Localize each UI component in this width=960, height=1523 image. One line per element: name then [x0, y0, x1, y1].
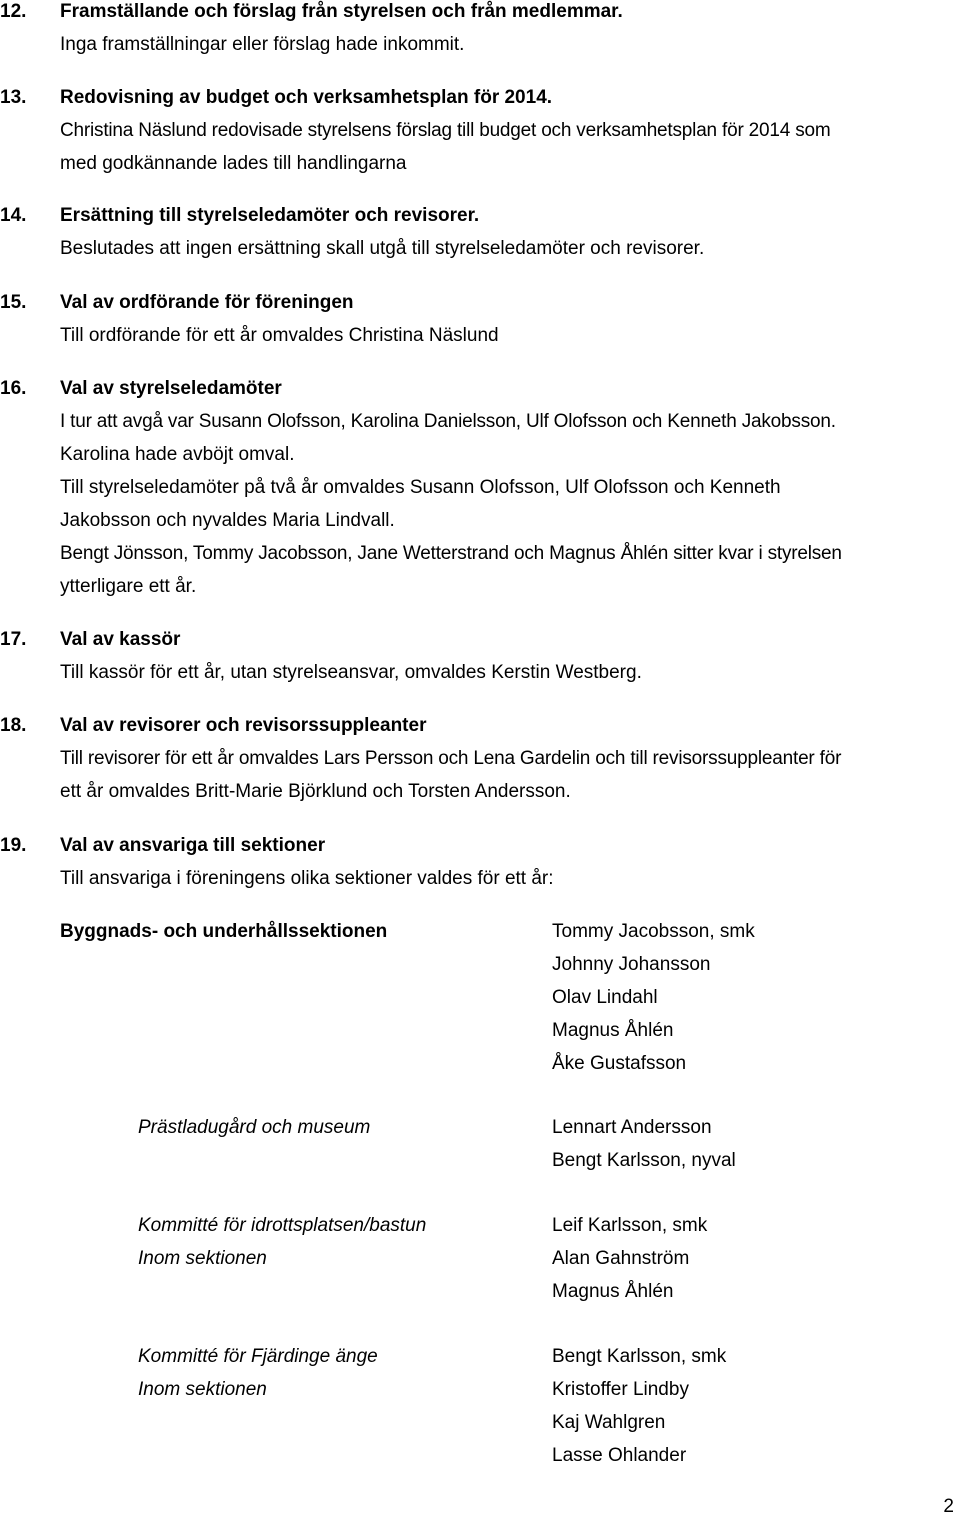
member-name: Åke Gustafsson — [552, 1053, 687, 1074]
member-name: Bengt Karlsson, nyval — [552, 1150, 736, 1171]
item-text: Till kassör för ett år, utan styrelseansvar, omvaldes Kerstin Westberg. — [60, 662, 642, 683]
item-number: 19. — [0, 835, 27, 856]
member-name: Olav Lindahl — [552, 987, 658, 1008]
member-name: Magnus Åhlén — [552, 1020, 674, 1041]
item-text: I tur att avgå var Susann Olofsson, Karolina Danielsson, Ulf Olofsson och Kenneth Jakobsson. — [60, 411, 836, 432]
section-title-byggnad: Byggnads- och underhållssektionen — [60, 921, 388, 942]
item-number: 12. — [0, 1, 27, 22]
section-members-prastladugard — [552, 1111, 736, 1177]
item-text: med godkännande lades till handlingarna — [60, 153, 407, 174]
section-members-idrott — [552, 1209, 707, 1308]
item-text: Bengt Jönsson, Tommy Jacobsson, Jane Wetterstrand och Magnus Åhlén sitter kvar i styrelsen — [60, 543, 842, 564]
member-name: Kristoffer Lindby — [552, 1379, 689, 1400]
member-name: Bengt Karlsson, smk — [552, 1346, 727, 1367]
member-name: Tommy Jacobsson, smk — [552, 921, 755, 942]
item-heading: Val av kassör — [60, 629, 181, 650]
section-subtitle-fjardinge: Inom sektionen — [138, 1379, 267, 1400]
section-title-fjardinge: Kommitté för Fjärdinge änge — [138, 1346, 378, 1367]
item-text: Till ordförande för ett år omvaldes Christina Näslund — [60, 325, 499, 346]
item-number: 18. — [0, 715, 27, 736]
section-members-byggnad — [552, 915, 755, 1080]
item-text: Till styrelseledamöter på två år omvaldes Susann Olofsson, Ulf Olofsson och Kenneth — [60, 477, 781, 498]
member-name: Johnny Johansson — [552, 954, 711, 975]
item-text: Till revisorer för ett år omvaldes Lars Persson och Lena Gardelin och till revisorssuppleanter för — [60, 748, 842, 769]
item-heading: Val av ordförande för föreningen — [60, 292, 354, 313]
item-text: ett år omvaldes Britt-Marie Björklund och Torsten Andersson. — [60, 781, 571, 802]
section-members-fjardinge — [552, 1340, 726, 1472]
member-name: Kaj Wahlgren — [552, 1412, 666, 1433]
member-name: Lasse Ohlander — [552, 1445, 687, 1466]
item-heading: Val av ansvariga till sektioner — [60, 835, 326, 856]
item-heading: Framställande och förslag från styrelsen och från medlemmar. — [60, 1, 623, 22]
item-number: 13. — [0, 87, 27, 108]
item-heading: Val av revisorer och revisorssuppleanter — [60, 715, 427, 736]
page-number: 2 — [943, 1496, 954, 1517]
item-number: 15. — [0, 292, 27, 313]
section-title-idrott: Kommitté för idrottsplatsen/bastun — [138, 1215, 427, 1236]
member-name: Alan Gahnström — [552, 1248, 690, 1269]
member-name: Leif Karlsson, smk — [552, 1215, 708, 1236]
item-text: Till ansvariga i föreningens olika sektioner valdes för ett år: — [60, 868, 554, 889]
item-text: ytterligare ett år. — [60, 576, 197, 597]
item-heading: Redovisning av budget och verksamhetsplan för 2014. — [60, 87, 553, 108]
item-heading: Ersättning till styrelseledamöter och revisorer. — [60, 205, 480, 226]
member-name: Lennart Andersson — [552, 1117, 712, 1138]
item-number: 16. — [0, 378, 27, 399]
item-number: 14. — [0, 205, 27, 226]
item-text: Christina Näslund redovisade styrelsens förslag till budget och verksamhetsplan för 2014 som — [60, 120, 831, 141]
item-heading: Val av styrelseledamöter — [60, 378, 282, 399]
section-subtitle-idrott: Inom sektionen — [138, 1248, 267, 1269]
item-text: Karolina hade avböjt omval. — [60, 444, 295, 465]
item-text: Beslutades att ingen ersättning skall utgå till styrelseledamöter och revisorer. — [60, 238, 705, 259]
item-text: Jakobsson och nyvaldes Maria Lindvall. — [60, 510, 395, 531]
section-title-prastladugard: Prästladugård och museum — [138, 1117, 371, 1138]
item-number: 17. — [0, 629, 27, 650]
item-text: Inga framställningar eller förslag hade inkommit. — [60, 34, 465, 55]
member-name: Magnus Åhlén — [552, 1281, 674, 1302]
